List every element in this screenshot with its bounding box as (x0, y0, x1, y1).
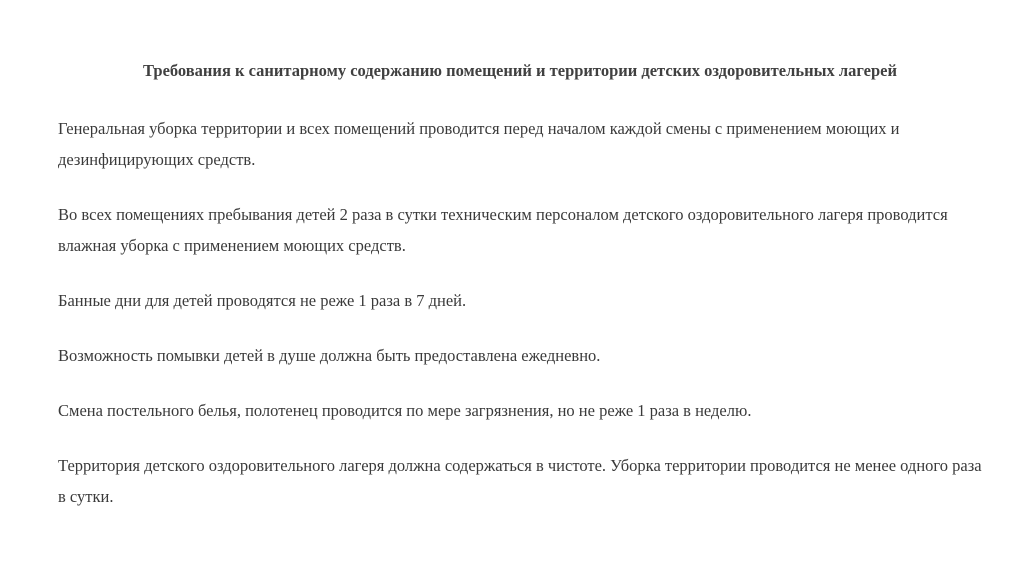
paragraph-wet-cleaning: Во всех помещениях пребывания детей 2 раза в сутки техническим персоналом детского оздоровительного лагеря проводится влажная уборка с применением моющих средств. (58, 205, 948, 255)
paragraph-bath-days: Банные дни для детей проводятся не реже 1 раза в 7 дней. (58, 291, 467, 310)
paragraph-general-cleaning: Генеральная уборка территории и всех помещений проводится перед началом каждой смены с применением моющих и дезинфицирующих средств. (58, 119, 900, 169)
paragraph-linen-change: Смена постельного белья, полотенец проводится по мере загрязнения, но не реже 1 раза в неделю. (58, 401, 752, 420)
slide-title: Требования к санитарному содержанию помещений и территории детских оздоровительных лагерей (143, 61, 897, 80)
paragraph-territory: Территория детского оздоровительного лагеря должна содержаться в чистоте. Уборка территории проводится не менее одного раза в сутки. (58, 456, 982, 506)
paragraph-shower: Возможность помывки детей в душе должна быть предоставлена ежедневно. (58, 346, 601, 365)
slide-body (58, 113, 988, 536)
